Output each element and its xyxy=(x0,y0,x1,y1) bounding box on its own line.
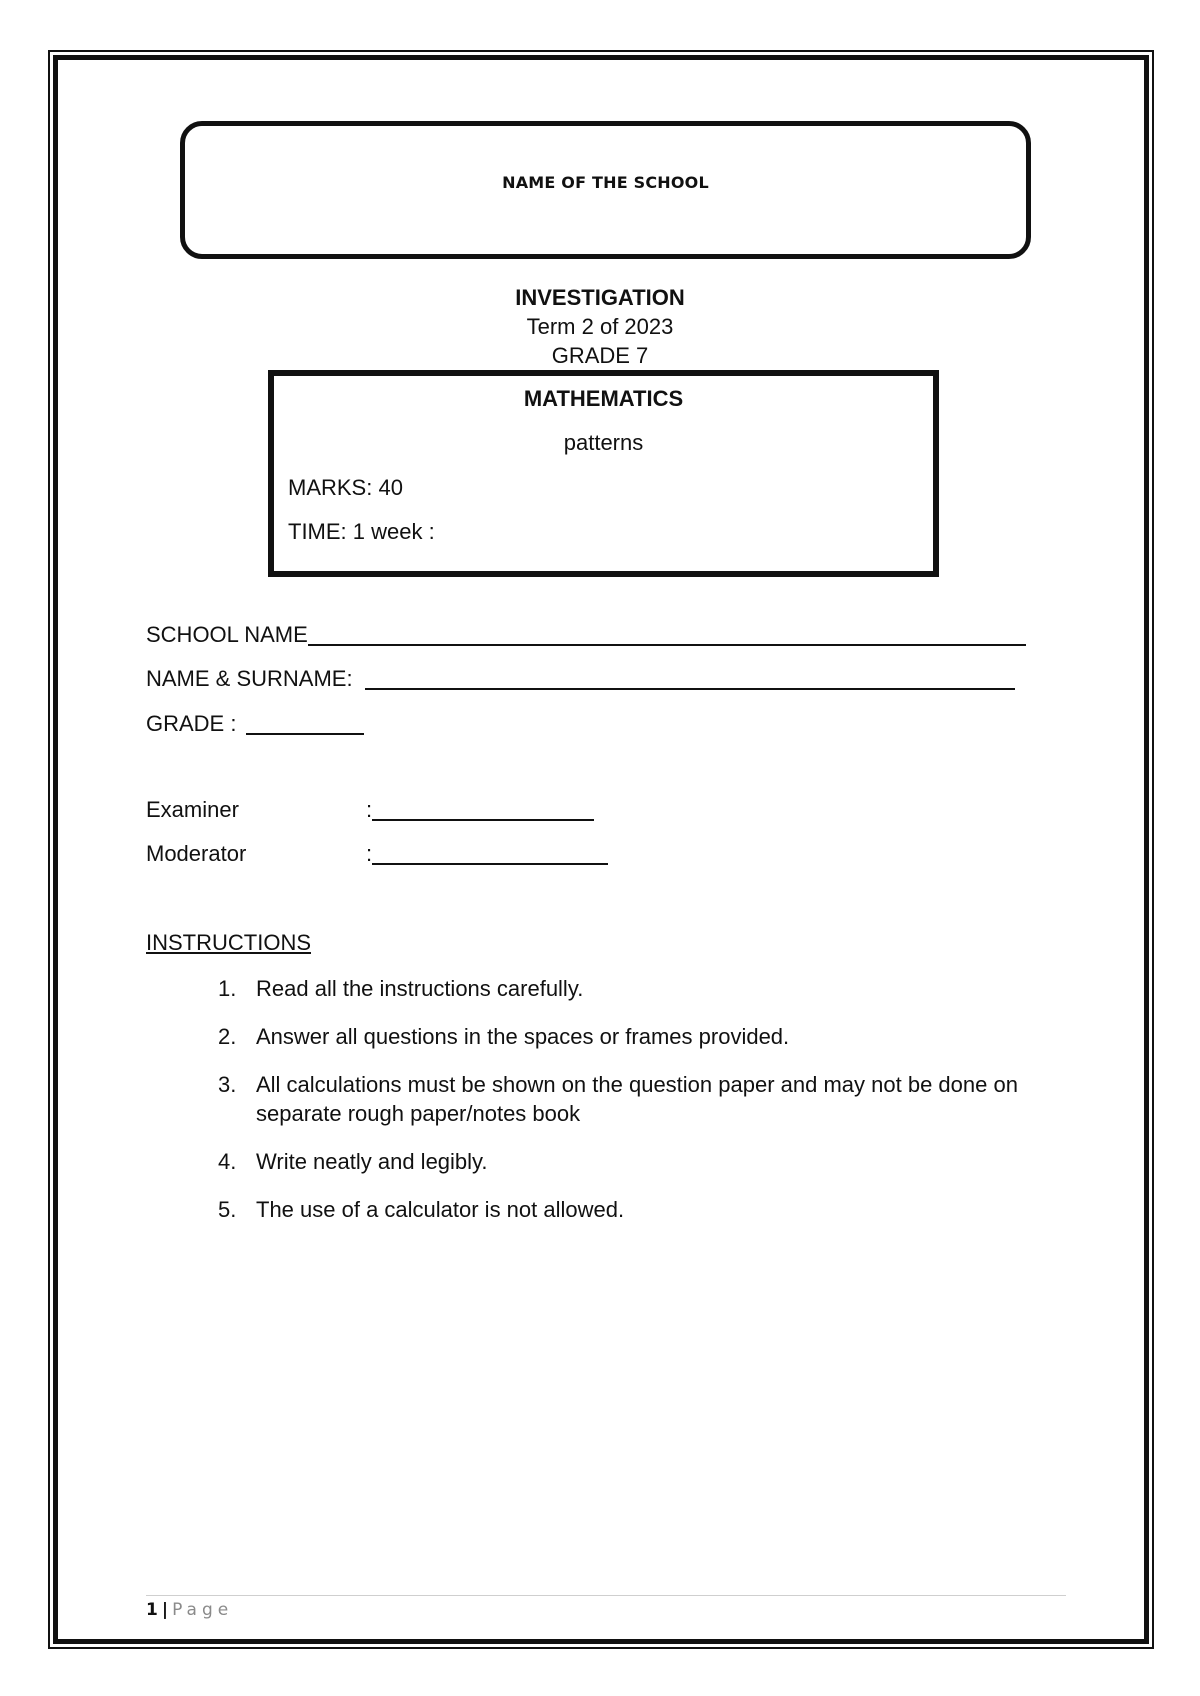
instruction-item xyxy=(210,1147,1040,1176)
examiner-colon-group xyxy=(366,797,594,823)
marks-label: MARKS: 40 xyxy=(288,475,403,500)
instruction-text: The use of a calculator is not allowed. xyxy=(256,1197,625,1222)
instruction-item xyxy=(210,1070,1040,1128)
school-name-box xyxy=(180,121,1031,259)
name-surname-row xyxy=(146,666,1015,696)
name-surname-blank[interactable] xyxy=(365,666,1015,690)
examiner-row xyxy=(146,797,373,827)
examiner-blank[interactable] xyxy=(372,797,594,821)
examiner-label: Examiner xyxy=(146,797,239,822)
grade-row xyxy=(146,711,364,741)
school-box-label: NAME OF THE SCHOOL xyxy=(502,173,709,192)
school-name-label: SCHOOL NAME xyxy=(146,622,308,647)
instruction-item xyxy=(210,1195,1040,1224)
instruction-text: Write neatly and legibly. xyxy=(256,1149,488,1174)
subject-box xyxy=(268,370,939,577)
moderator-colon-group xyxy=(366,841,608,867)
moderator-row xyxy=(146,841,373,871)
school-name-blank[interactable] xyxy=(308,622,1026,646)
instructions-heading: INSTRUCTIONS xyxy=(146,930,311,955)
footer-divider xyxy=(146,1595,1066,1596)
document-title: INVESTIGATION xyxy=(515,285,685,310)
instruction-number: 3. xyxy=(218,1072,237,1097)
page-number: 1 xyxy=(146,1600,158,1620)
name-surname-label: NAME & SURNAME: xyxy=(146,666,353,691)
instruction-text: Answer all questions in the spaces or frames provided. xyxy=(256,1024,790,1049)
term-line: Term 2 of 2023 xyxy=(526,314,674,339)
instruction-item xyxy=(210,1022,1040,1051)
instruction-number: 2. xyxy=(218,1024,237,1049)
page-footer xyxy=(146,1600,233,1620)
grade-label: GRADE : xyxy=(146,711,237,736)
moderator-colon: : xyxy=(366,841,373,866)
time-label: TIME: 1 week : xyxy=(288,519,435,544)
instructions-list xyxy=(210,974,1040,1243)
instruction-text: All calculations must be shown on the question paper and may not be done on separate rough paper/notes book xyxy=(256,1072,1018,1126)
instruction-item xyxy=(210,974,1040,1003)
school-name-row xyxy=(146,622,1026,652)
moderator-label: Moderator xyxy=(146,841,247,866)
footer-separator: | xyxy=(161,1600,169,1620)
page-label: Page xyxy=(172,1600,234,1620)
instruction-text: Read all the instructions carefully. xyxy=(256,976,584,1001)
examiner-colon: : xyxy=(366,797,373,822)
instruction-number: 1. xyxy=(218,976,237,1001)
instruction-number: 5. xyxy=(218,1197,237,1222)
moderator-blank[interactable] xyxy=(372,841,608,865)
subject-topic: patterns xyxy=(563,430,644,455)
subject-title: MATHEMATICS xyxy=(523,386,684,411)
grade-line: GRADE 7 xyxy=(551,343,649,368)
instruction-number: 4. xyxy=(218,1149,237,1174)
grade-blank[interactable] xyxy=(246,711,364,735)
